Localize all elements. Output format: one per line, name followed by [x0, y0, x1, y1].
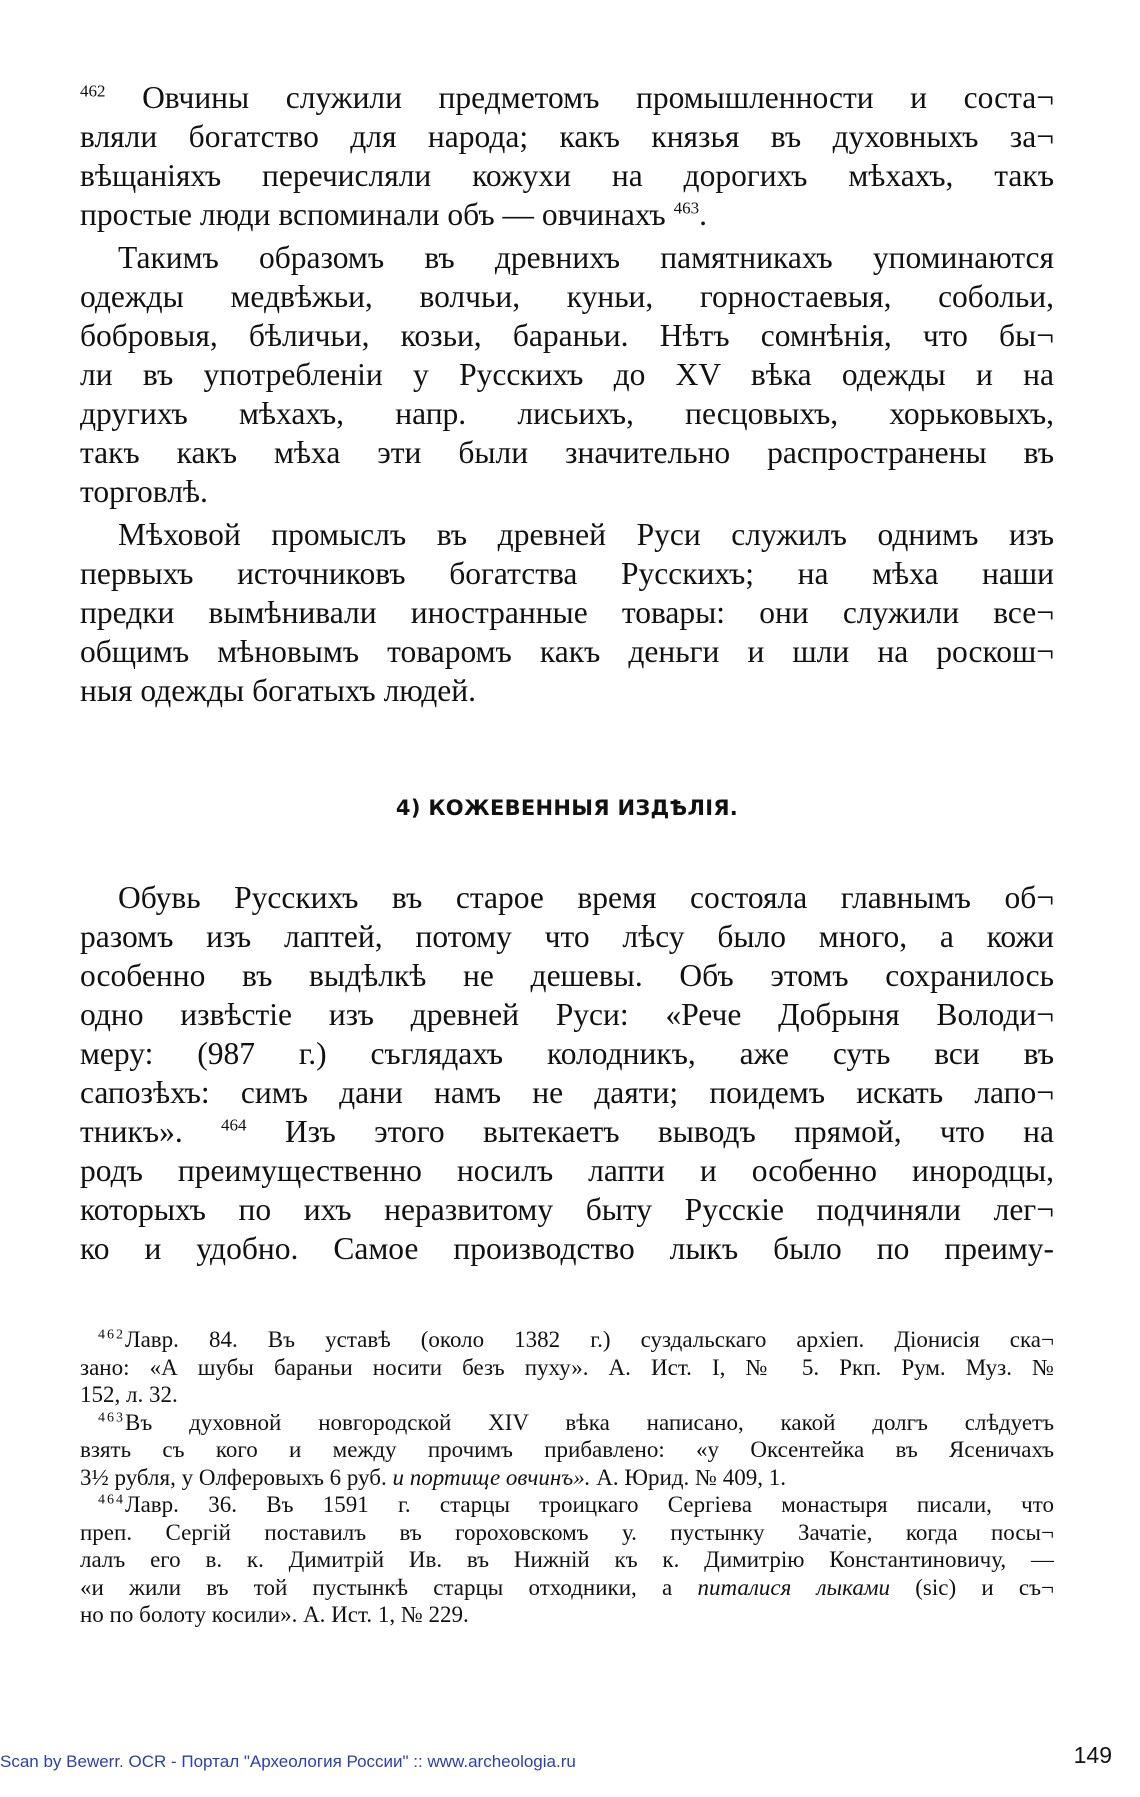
text-line: 3½ рубля, у Олферовыхъ 6 руб. и портище овчинъ». А. Юрид. № 409, 1. — [80, 1464, 786, 1490]
paragraph-4 — [80, 878, 1054, 1268]
text-line: вляли богатство для народа; какъ князья въ духовныхъ за¬ — [80, 119, 1054, 154]
text-line: первыхъ источниковъ богатства Русскихъ; на мѣха наши — [80, 556, 1054, 591]
text-line: одно извѣстіе изъ древней Руси: «Рече Добрыня Володи¬ — [80, 997, 1054, 1032]
text-line: ли въ употребленіи у Русскихъ до XV вѣка одежды и на — [80, 357, 1054, 392]
page-body — [80, 78, 1055, 1627]
text-line: но по болоту косили». А. Ист. 1, № 229. — [80, 1602, 469, 1627]
text-line: такъ какъ мѣха эти были значительно распространены въ — [80, 435, 1054, 470]
text-line: 152, л. 32. — [80, 1382, 178, 1407]
text-line: одежды медвѣжьи, волчьи, куньи, горностаевыя, собольи, — [80, 279, 1054, 314]
text-line: «и жили въ той пустынкѣ старцы отходники, а питалися лыками (sic) и съ¬ — [80, 1574, 1055, 1600]
footnote-number: 464 — [98, 1492, 125, 1508]
text-line: меру: (987 г.) съглядахъ колодникъ, аже суть вси въ — [80, 1036, 1054, 1071]
text-line: ко и удобно. Самое производство лыкъ было по преиму- — [80, 1231, 1054, 1266]
text-line: особенно въ выдѣлкѣ не дешевы. Объ этомъ сохранилось — [80, 958, 1054, 993]
text-line: бобровыя, бѣличьи, козьи, бараньи. Нѣтъ сомнѣнія, что бы¬ — [80, 318, 1054, 353]
page-number: 149 — [1073, 1742, 1112, 1768]
text-line: предки вымѣнивали иностранные товары: они служили все¬ — [80, 595, 1054, 630]
text-line: тникъ». $^{464}$ Изъ этого вытекаетъ выводъ прямой, что на — [80, 1114, 1055, 1149]
text-line: преп. Сергій поставилъ въ гороховскомъ у. пустынку Зачатіе, когда посы¬ — [80, 1519, 1054, 1545]
text-line: простые люди вспоминали объ — овчинахъ $^{463}$. — [80, 197, 707, 232]
scan-credit-link[interactable]: Scan by Bewerr. OCR - Портал "Археология России" :: www.archeologia.ru — [0, 1752, 576, 1771]
text-line: Обувь Русскихъ въ старое время состояла главнымъ об¬ — [118, 880, 1054, 915]
text-line: $^{462}$Лавр. 84. Въ уставѣ (около 1382 г.) суздальскаго архіеп. Діонисія ска¬ — [98, 1327, 1054, 1352]
text-line: зано: «А шубы бараньи носити безъ пуху». А. Ист. I, № 5. Ркп. Рум. Муз. № — [80, 1354, 1054, 1380]
text-line: $^{464}$Лавр. 36. Въ 1591 г. старцы троицкаго Сергіева монастыря писали, что — [98, 1492, 1054, 1517]
footnote-ref[interactable]: 464 — [221, 1115, 247, 1135]
paragraph-3 — [80, 515, 1054, 710]
footnote-464 — [80, 1491, 1054, 1629]
footnote-number: 462 — [98, 1327, 125, 1343]
paragraph-1 — [80, 78, 1054, 234]
text-line: которыхъ по ихъ неразвитому быту Русскіе подчиняли лег¬ — [80, 1192, 1054, 1227]
text-line: родъ преимущественно носилъ лапти и особенно инородцы, — [80, 1153, 1054, 1188]
footnote-number: 463 — [98, 1409, 125, 1425]
text-line: Мѣховой промыслъ въ древней Руси служилъ однимъ изъ — [118, 517, 1054, 552]
text-line: общимъ мѣновымъ товаромъ какъ деньги и шли на роскош¬ — [80, 634, 1054, 669]
footnote-462 — [80, 1326, 1054, 1409]
footnotes — [80, 1326, 1054, 1629]
text-line: вѣщаніяхъ перечисляли кожухи на дорогихъ мѣхахъ, такъ — [80, 158, 1054, 193]
text-line: торговлѣ. — [80, 474, 208, 509]
text-line: взять съ кого и между прочимъ прибавлено: «у Оксентейка въ Ясеничахъ — [80, 1437, 1054, 1462]
text-line: другихъ мѣхахъ, напр. лисьихъ, песцовыхъ, хорьковыхъ, — [80, 396, 1054, 431]
footnote-ref[interactable]: 463 — [673, 198, 700, 218]
text-line: $^{462}$ Овчины служили предметомъ промышленности и соста¬ — [80, 80, 1054, 115]
text-line: ныя одежды богатыхъ людей. — [80, 673, 476, 708]
text-line: Такимъ образомъ въ древнихъ памятникахъ упоминаются — [118, 240, 1054, 275]
text-line: разомъ изъ лаптей, потому что лѣсу было много, а кожи — [80, 919, 1054, 954]
text-line: сапозѣхъ: симъ дани намъ не даяти; поидемъ искать лапо¬ — [80, 1075, 1054, 1110]
text-line: лалъ его в. к. Димитрій Ив. въ Нижній къ к. Димитрію Константиновичу, — — [80, 1547, 1054, 1572]
text-line: $^{463}$Въ духовной новгородской XIV вѣка написано, какой долгъ слѣдуетъ — [98, 1409, 1054, 1435]
paragraph-2 — [80, 238, 1054, 511]
footnote-463 — [80, 1409, 1054, 1492]
footnote-ref[interactable]: 462 — [80, 81, 106, 101]
section-heading: 4) КОЖЕВЕННЫЯ ИЗДѢЛІЯ. — [395, 796, 739, 820]
